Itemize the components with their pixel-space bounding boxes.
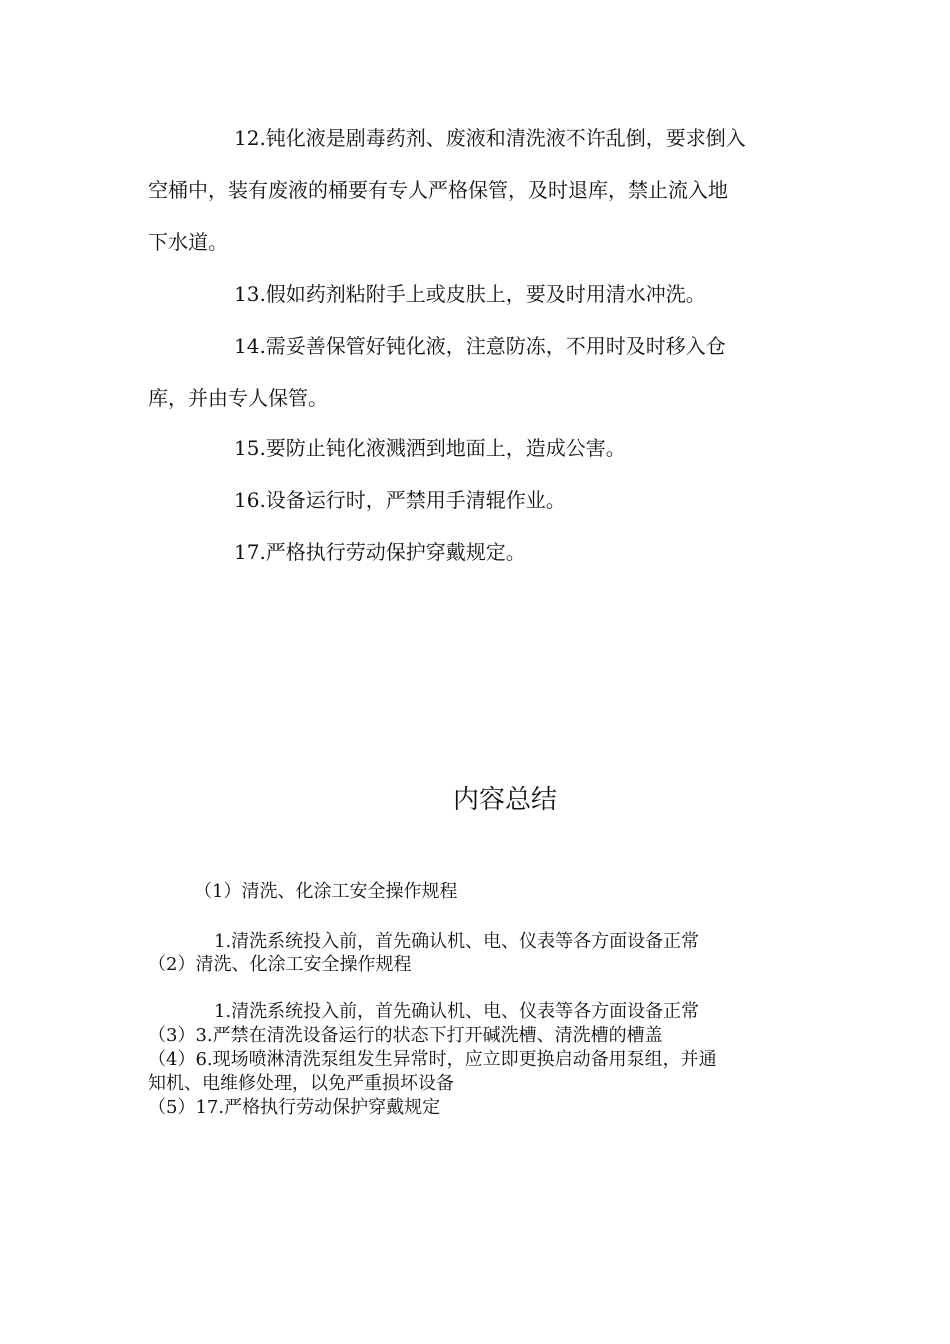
summary-item-3: （3）3.严禁在清洗设备运行的状态下打开碱洗槽、清洗槽的槽盖: [148, 1025, 663, 1046]
summary-item-4-line-1: （4）6.现场喷淋清洗泵组发生异常时，应立即更换启动备用泵组，并通: [148, 1049, 717, 1070]
paragraph-17: 17.严格执行劳动保护穿戴规定。: [234, 540, 526, 564]
paragraph-14-line-1: 14.需妥善保管好钝化液，注意防冻，不用时及时移入仓: [234, 334, 726, 358]
summary-title: 内容总结: [452, 785, 557, 815]
paragraph-12-line-3: 下水道。: [148, 230, 228, 254]
paragraph-16: 16.设备运行时，严禁用手清辊作业。: [234, 488, 566, 512]
paragraph-12-line-2: 空桶中，装有废液的桶要有专人严格保管，及时退库，禁止流入地: [148, 178, 728, 202]
summary-item-2: （2）清洗、化涂工安全操作规程: [148, 954, 412, 975]
paragraph-14-line-2: 库，并由专人保管。: [148, 386, 328, 410]
summary-item-2-detail: 1.清洗系统投入前，首先确认机、电、仪表等各方面设备正常: [214, 1001, 700, 1022]
summary-item-1: （1）清洗、化涂工安全操作规程: [194, 881, 458, 902]
paragraph-15: 15.要防止钝化液溅洒到地面上，造成公害。: [234, 436, 626, 460]
paragraph-12-line-1: 12.钝化液是剧毒药剂、废液和清洗液不许乱倒，要求倒入: [234, 126, 746, 150]
summary-item-5: （5）17.严格执行劳动保护穿戴规定: [148, 1097, 441, 1118]
summary-item-1-detail: 1.清洗系统投入前，首先确认机、电、仪表等各方面设备正常: [214, 931, 700, 952]
paragraph-13: 13.假如药剂粘附手上或皮肤上，要及时用清水冲洗。: [234, 282, 706, 306]
summary-item-4-line-2: 知机、电维修处理，以免严重损坏设备: [148, 1073, 454, 1094]
